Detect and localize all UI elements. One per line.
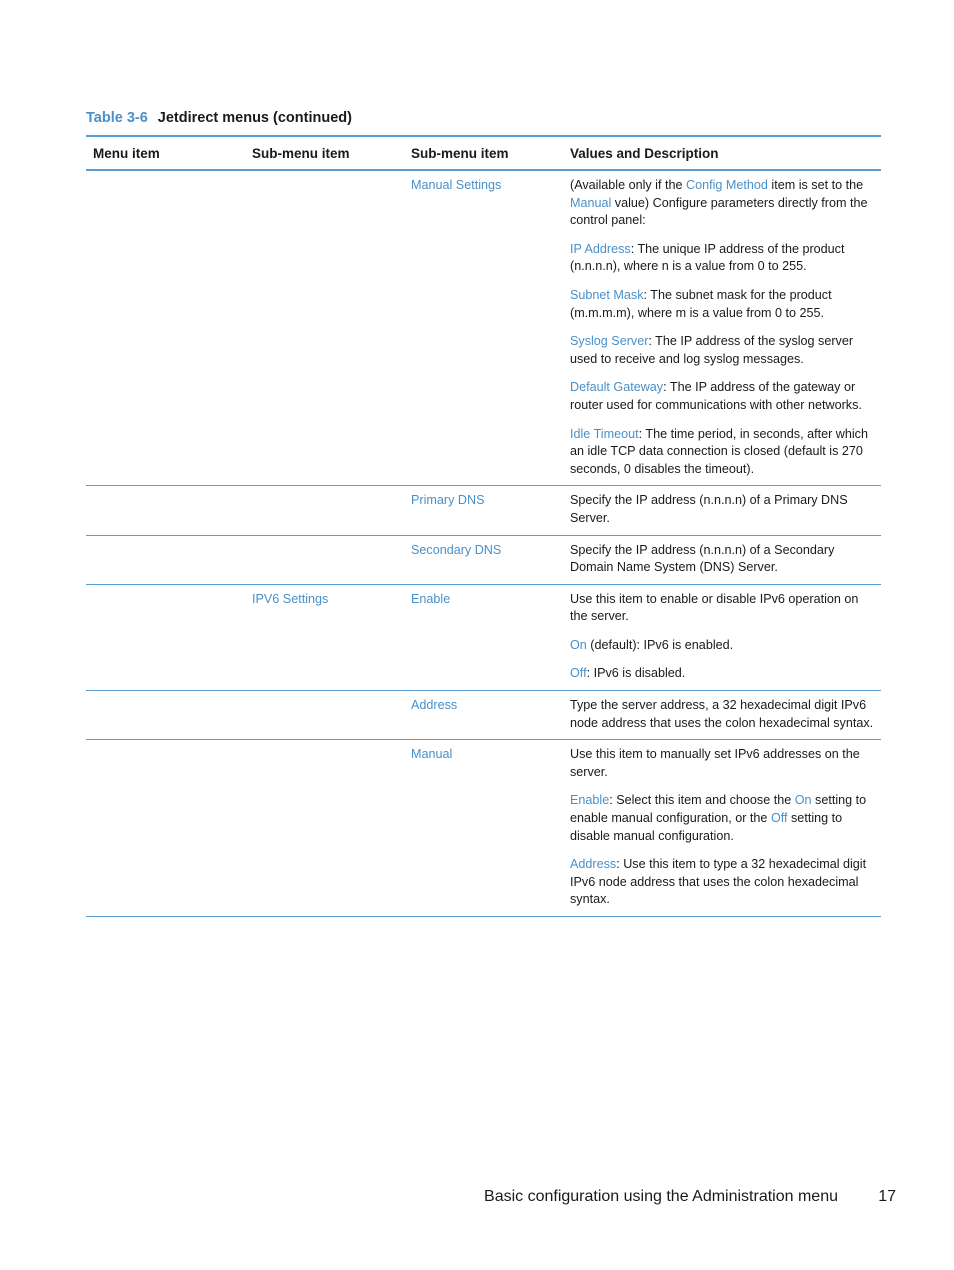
cell-col3 <box>404 492 563 527</box>
table-row <box>86 740 881 917</box>
description-text: setting to disable manual configuration. <box>570 811 843 843</box>
option-link[interactable]: Manual <box>570 195 612 210</box>
description-paragraph <box>570 426 875 479</box>
option-link[interactable]: Subnet Mask <box>570 287 644 302</box>
description-paragraph <box>570 665 875 683</box>
table-row <box>86 585 881 691</box>
option-link[interactable]: Address <box>570 857 617 872</box>
description-text: : The IP address of the syslog server used to receive and log syslog messages. <box>570 334 854 366</box>
header-sub-menu-item-2: Sub-menu item <box>411 145 509 161</box>
cell-col1 <box>86 492 245 527</box>
cell-col3 <box>404 697 563 732</box>
option-link[interactable]: On <box>794 793 812 808</box>
table-number: Table 3-6 <box>86 110 148 126</box>
description-text: : The time period, in seconds, after which an idle TCP data connection is closed (default is 270 seconds, 0 disables the timeout). <box>570 426 868 476</box>
cell-col2 <box>245 697 404 732</box>
description-paragraph <box>570 542 875 577</box>
description-text: item is set to the <box>767 178 864 192</box>
description-text: Specify the IP address (n.n.n.n) of a Primary DNS Server. <box>570 493 848 525</box>
option-link[interactable]: Idle Timeout <box>570 426 639 441</box>
option-link[interactable]: Config Method <box>685 178 768 192</box>
header-menu-item: Menu item <box>93 145 160 161</box>
menu-item-link[interactable]: Address <box>411 698 458 713</box>
description-text: Type the server address, a 32 hexadecimal digit IPv6 node address that uses the colon hexadecimal syntax. <box>570 698 874 730</box>
menu-item-link[interactable]: Secondary DNS <box>411 542 502 557</box>
description-text: : The IP address of the gateway or router used for communications with other networks. <box>570 380 862 412</box>
header-values-description: Values and Description <box>570 145 719 161</box>
option-link[interactable]: IP Address <box>570 241 631 256</box>
description-paragraph <box>570 746 875 781</box>
description-text: (Available only if the <box>570 178 686 192</box>
cell-col2 <box>245 177 404 478</box>
menu-item-link[interactable]: IPV6 Settings <box>252 591 329 606</box>
description-paragraph <box>570 856 875 909</box>
cell-col1 <box>86 177 245 478</box>
cell-col1 <box>86 591 245 683</box>
cell-col3 <box>404 177 563 478</box>
cell-col3 <box>404 591 563 683</box>
option-link[interactable]: Syslog Server <box>570 334 649 349</box>
option-link[interactable]: Default Gateway <box>570 380 664 395</box>
option-link[interactable]: On <box>570 637 587 652</box>
cell-description <box>563 177 881 478</box>
description-paragraph <box>570 333 875 368</box>
page-number: 17 <box>878 1188 896 1205</box>
cell-col1 <box>86 542 245 577</box>
table-row <box>86 536 881 585</box>
header-sub-menu-item: Sub-menu item <box>252 145 350 161</box>
cell-col1 <box>86 746 245 909</box>
cell-description <box>563 591 881 683</box>
description-paragraph <box>570 492 875 527</box>
footer-title: Basic configuration using the Administration menu <box>484 1188 838 1205</box>
table-row <box>86 171 881 486</box>
cell-description <box>563 542 881 577</box>
menu-item-link[interactable]: Primary DNS <box>411 493 485 508</box>
option-link[interactable]: Enable <box>570 793 610 808</box>
table-caption <box>86 110 352 126</box>
description-paragraph <box>570 177 875 230</box>
description-text: Use this item to enable or disable IPv6 operation on the server. <box>570 591 859 624</box>
option-link[interactable]: Off <box>570 666 587 681</box>
description-text: value) Configure parameters directly from the control panel: <box>570 195 868 228</box>
description-text: : Use this item to type a 32 hexadecimal digit IPv6 node address that uses the colon hexadecimal syntax. <box>570 857 867 907</box>
cell-col2 <box>245 492 404 527</box>
cell-col2 <box>245 542 404 577</box>
table-title: Jetdirect menus (continued) <box>157 110 352 126</box>
cell-description <box>563 697 881 732</box>
menu-item-link[interactable]: Manual Settings <box>411 178 502 192</box>
menu-item-link[interactable]: Enable <box>411 591 451 606</box>
table-row <box>86 691 881 740</box>
description-text: setting to enable manual configuration, or the <box>570 793 867 826</box>
table-body <box>86 171 881 917</box>
jetdirect-menus-table <box>86 135 881 917</box>
description-paragraph <box>570 591 875 626</box>
description-text: : The subnet mask for the product (m.m.m.m), where m is a value from 0 to 255. <box>570 287 832 320</box>
menu-item-link[interactable]: Manual <box>411 747 453 762</box>
description-paragraph <box>570 287 875 322</box>
cell-col3 <box>404 746 563 909</box>
cell-description <box>563 746 881 909</box>
option-link[interactable]: Off <box>770 811 788 826</box>
description-paragraph <box>570 637 875 655</box>
table-header-row <box>86 137 881 171</box>
cell-col2 <box>245 746 404 909</box>
description-paragraph <box>570 379 875 414</box>
cell-col2 <box>245 591 404 683</box>
description-paragraph <box>570 241 875 276</box>
description-text: Use this item to manually set IPv6 addresses on the server. <box>570 747 860 779</box>
description-text: Specify the IP address (n.n.n.n) of a Secondary Domain Name System (DNS) Server. <box>570 542 835 575</box>
description-text: : The unique IP address of the product (n.n.n.n), where n is a value from 0 to 255. <box>570 241 845 274</box>
cell-col1 <box>86 697 245 732</box>
cell-col3 <box>404 542 563 577</box>
description-text: : IPv6 is disabled. <box>586 666 686 681</box>
description-text: (default): IPv6 is enabled. <box>586 637 734 652</box>
description-text: : Select this item and choose the <box>609 793 795 808</box>
description-paragraph <box>570 697 875 732</box>
description-paragraph <box>570 792 875 845</box>
cell-description <box>563 492 881 527</box>
table-row <box>86 486 881 535</box>
